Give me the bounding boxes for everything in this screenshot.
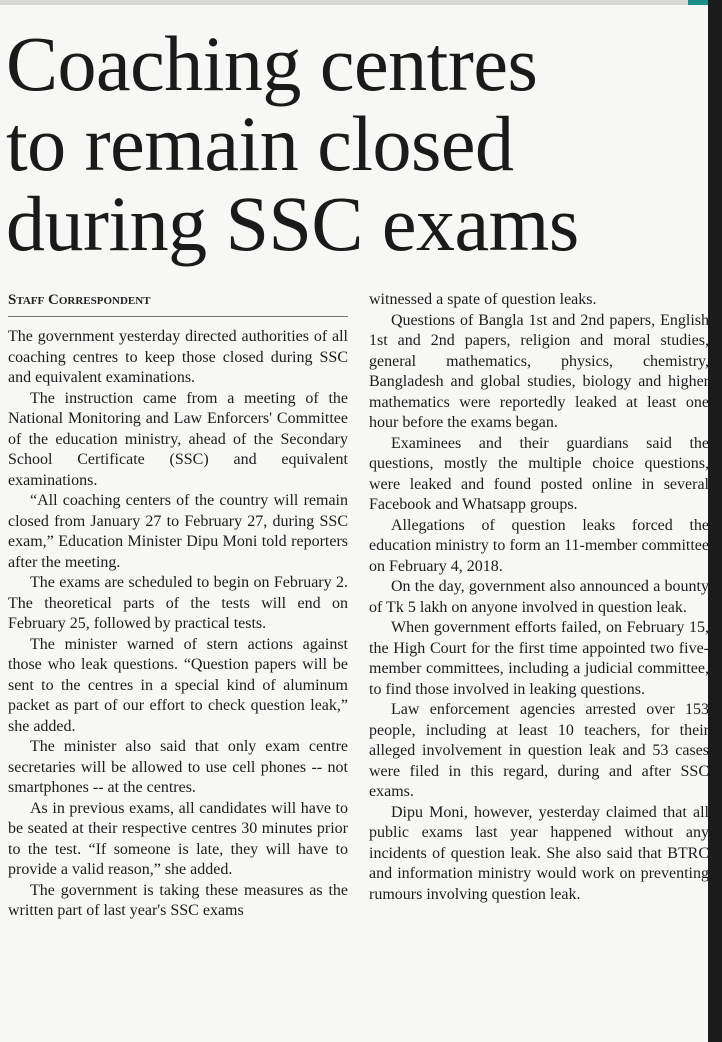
article-column-2	[369, 290, 709, 905]
paragraph: Dipu Moni, however, yesterday claimed that all public exams last year happened without any incidents of question leak. She also said that BTRC and information ministry would work on preventing rumours involving question leak.	[369, 803, 709, 903]
paragraph: When government efforts failed, on February 15, the High Court for the first time appointed two five-member committees, including a judicial committee, to find those involved in leaking questions.	[369, 619, 709, 698]
paragraph: witnessed a spate of question leaks.	[369, 291, 597, 308]
page-edge	[708, 0, 722, 1042]
paragraph: The exams are scheduled to begin on February 2. The theoretical parts of the tests will end on February 25, followed by practical tests.	[8, 574, 348, 632]
paragraph: Questions of Bangla 1st and 2nd papers, English 1st and 2nd papers, religion and moral studies, general mathematics, physics, chemistry, Bangladesh and global studies, biology and higher mathematics were reportedly leaked at least one hour before the exams began.	[369, 311, 709, 431]
paragraph: Law enforcement agencies arrested over 153 people, including at least 10 teachers, for their alleged involvement in question leak and 53 cases were filed in this regard, during and after SSC exams.	[369, 701, 709, 800]
headline	[6, 20, 706, 267]
paragraph: The minister warned of stern actions against those who leak questions. “Question papers will be sent to the centres in a special kind of aluminum packet as part of our effort to check question leak,” she added.	[8, 635, 348, 735]
top-rule	[0, 0, 708, 5]
paragraph: The instruction came from a meeting of the National Monitoring and Law Enforcers' Committee of the education ministry, ahead of the Secondary School Certificate (SSC) and equivalent examinations.	[8, 389, 348, 489]
paragraph: “All coaching centers of the country will remain closed from January 27 to February 27, during SSC exam,” Education Minister Dipu Moni told reporters after the meeting.	[8, 492, 348, 571]
headline-line: to remain closed	[6, 100, 514, 187]
paragraph: The government yesterday directed authorities of all coaching centres to keep those closed during SSC and equivalent examinations.	[8, 328, 348, 386]
article-column-1	[8, 327, 348, 922]
top-accent-bar	[688, 0, 708, 5]
byline-rule	[8, 316, 348, 317]
paragraph: As in previous exams, all candidates will have to be seated at their respective centres 30 minutes prior to the test. “If someone is late, they will have to provide a valid reason,” she added.	[8, 799, 348, 878]
headline-line: during SSC exams	[6, 180, 579, 267]
paragraph: The minister also said that only exam centre secretaries will be allowed to use cell phones -- not smartphones -- at the centres.	[8, 738, 348, 796]
paragraph: Allegations of question leaks forced the education ministry to form an 11-member committee on February 4, 2018.	[369, 516, 709, 575]
paragraph: The government is taking these measures as the written part of last year's SSC exams	[8, 881, 348, 919]
paragraph: On the day, government also announced a bounty of Tk 5 lakh on anyone involved in question leak.	[369, 578, 709, 616]
byline: Staff Correspondent	[8, 292, 151, 308]
headline-line: Coaching centres	[6, 20, 538, 107]
paragraph: Examinees and their guardians said the questions, mostly the multiple choice questions, were leaked and found posted online in several Facebook and Whatsapp groups.	[369, 434, 709, 513]
